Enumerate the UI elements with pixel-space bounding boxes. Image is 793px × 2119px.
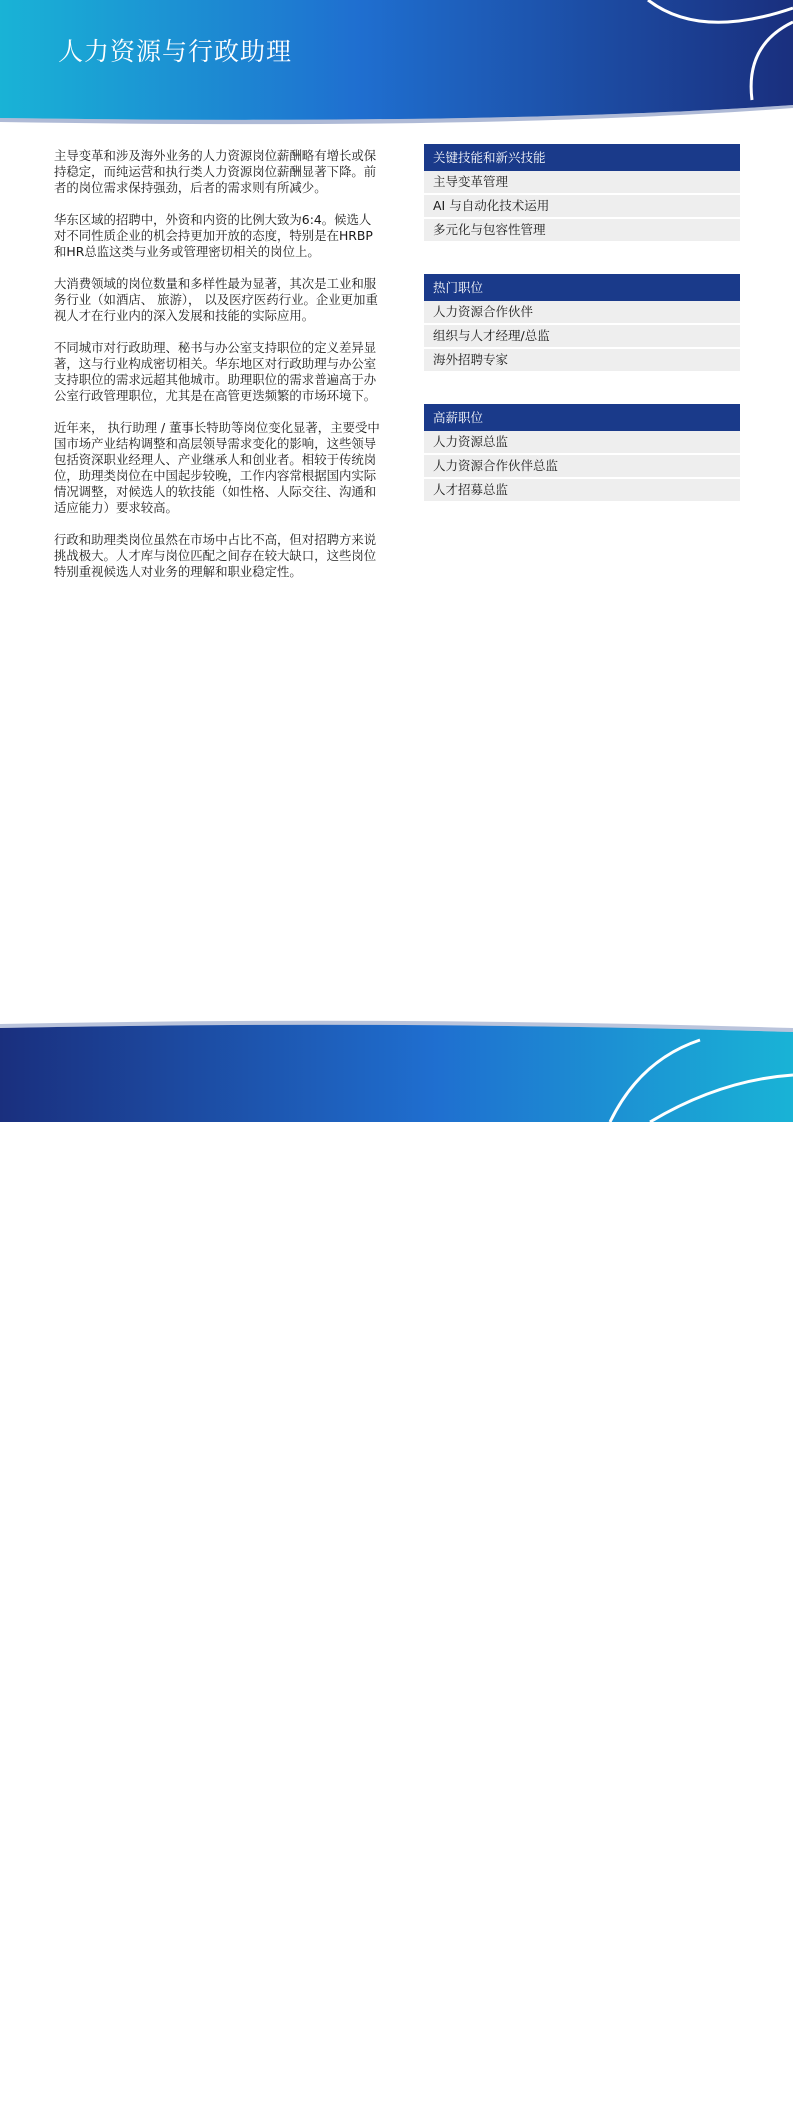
page-title: 人力资源与行政助理 <box>58 37 293 66</box>
high-pay-item: 人力资源总监 <box>424 431 740 455</box>
high-pay-item: 人力资源合作伙伴总监 <box>424 455 740 479</box>
paragraph-3: 大消费领域的岗位数量和多样性最为显著，其次是工业和服务行业（如酒店、 旅游）， 以及医疗医药行业。企业更加重视人才在行业内的深入发展和技能的实际应用。 <box>54 276 378 323</box>
skills-box-title: 关键技能和新兴技能 <box>424 144 740 171</box>
high-pay-box-title: 高薪职位 <box>424 404 740 431</box>
paragraph-6: 行政和助理类岗位虽然在市场中占比不高，但对招聘方来说挑战极大。人才库与岗位匹配之间存在较大缺口，这些岗位特别重视候选人对业务的理解和职业稳定性。 <box>54 532 377 579</box>
paragraph-2: 华东区域的招聘中，外资和内资的比例大致为6:4。候选人对不同性质企业的机会持更加开放的态度，特别是在HRBP和HR总监这类与业务或管理密切相关的岗位上。 <box>54 212 373 259</box>
footer-band <box>0 1020 793 2119</box>
michael-page-logo: MichaelPage <box>54 2077 205 2112</box>
hot-jobs-item: 人力资源合作伙伴 <box>424 301 740 325</box>
paragraph-4: 不同城市对行政助理、秘书与办公室支持职位的定义差异显著，这与行业构成密切相关。华东地区对行政助理与办公室支持职位的需求远超其他城市。助理职位的需求普遍高于办公室行政管理职位，尤其是在高管更迭频繁的市场环境下。 <box>54 340 377 403</box>
skills-item: AI 与自动化技术运用 <box>424 195 740 219</box>
skills-box <box>424 144 740 243</box>
footer-gradient-background <box>0 1020 793 1122</box>
high-pay-item: 人才招募总监 <box>424 479 740 503</box>
skills-item: 主导变革管理 <box>424 171 740 195</box>
hot-jobs-box <box>424 274 740 373</box>
page-number: 22 <box>717 2104 734 2119</box>
paragraph-1: 主导变革和涉及海外业务的人力资源岗位薪酬略有增长或保持稳定，而纯运营和执行类人力资源岗位薪酬显著下降。前者的岗位需求保持强劲，后者的需求则有所减少。 <box>54 148 377 195</box>
hot-jobs-item: 组织与人才经理/总监 <box>424 325 740 349</box>
skills-item: 多元化与包容性管理 <box>424 219 740 243</box>
hot-jobs-box-title: 热门职位 <box>424 274 740 301</box>
high-pay-box <box>424 404 740 503</box>
paragraph-5: 近年来， 执行助理 / 董事长特助等岗位变化显著，主要受中国市场产业结构调整和高层领导需求变化的影响，这些领导包括资深职业经理人、产业继承人和创业者。相较于传统岗位，助理类岗位在中国起步较晚，工作内容常根据国内实际情况调整，对候选人的软技能（如性格、人际交往、沟通和适应能力）要求较高。 <box>54 420 380 515</box>
hot-jobs-item: 海外招聘专家 <box>424 349 740 373</box>
body-text-column <box>54 148 382 596</box>
header-band <box>0 0 793 130</box>
